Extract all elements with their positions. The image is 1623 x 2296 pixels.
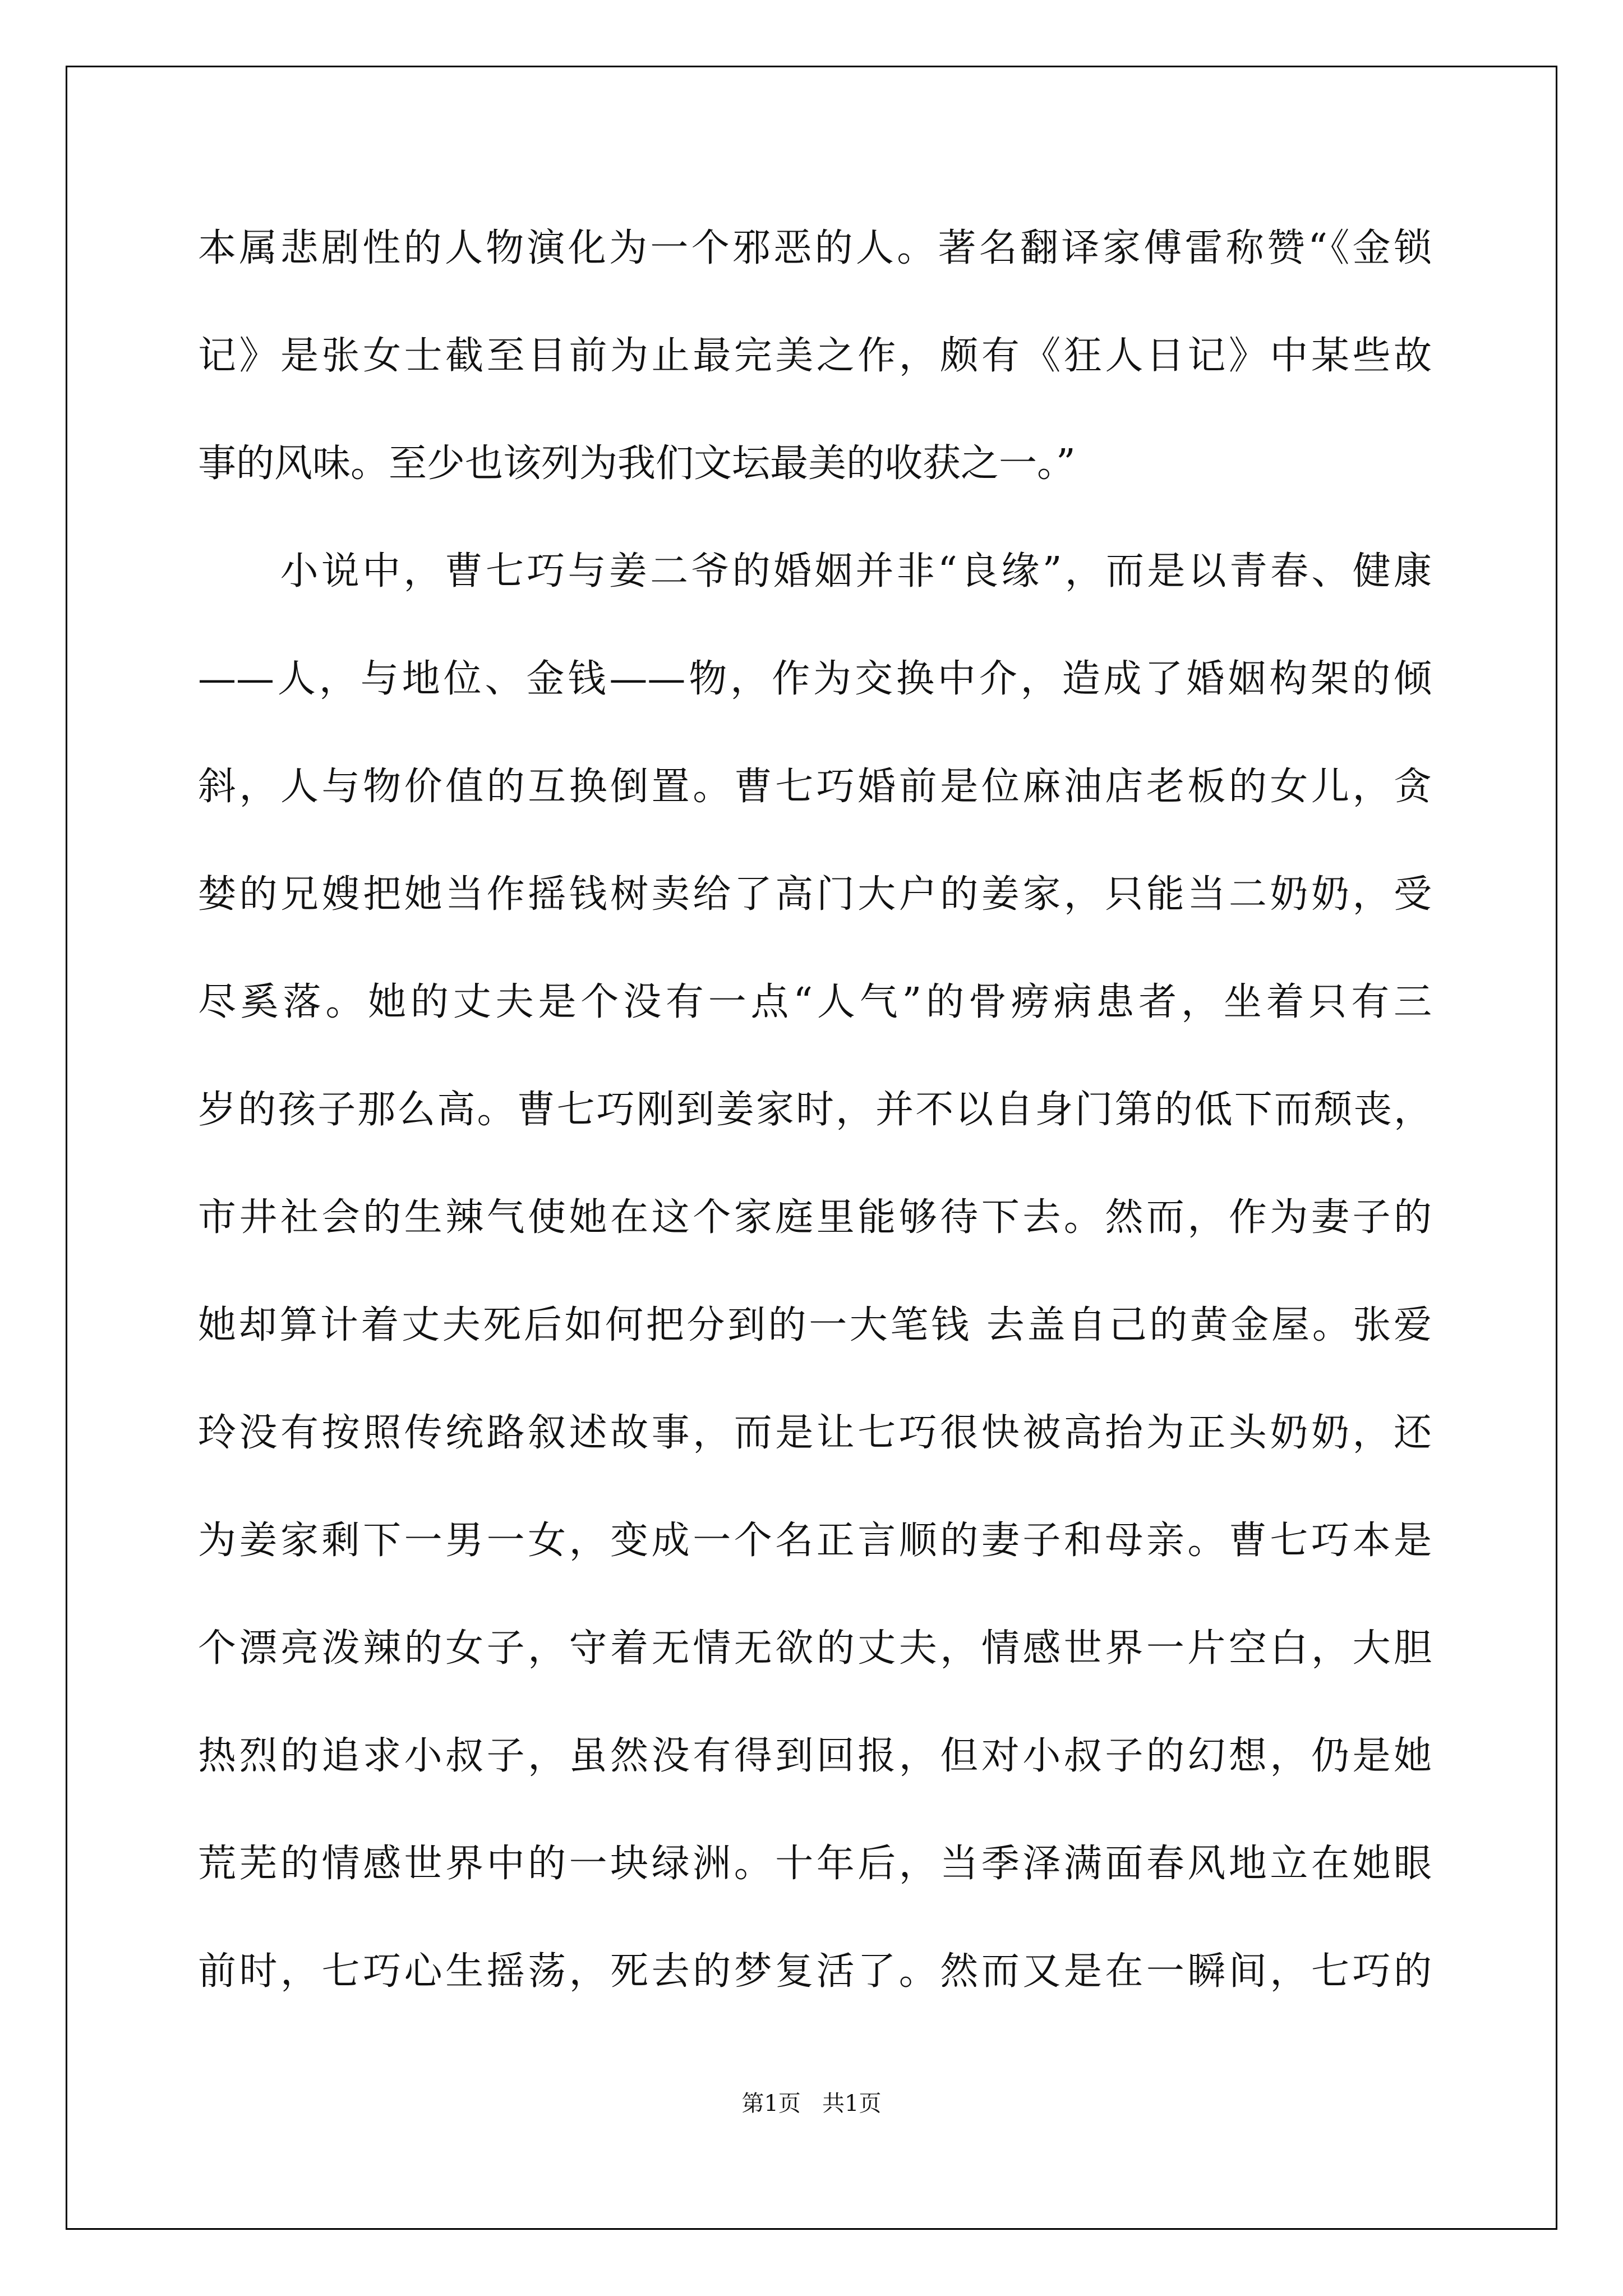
text-line: 事的风味。至少也该列为我们文坛最美的收获之一。” bbox=[198, 441, 1076, 486]
text-line: 小说中，曹七巧与姜二爷的婚姻并非“良缘”，而是以青春、健康 bbox=[198, 549, 1432, 593]
text-line: 玲没有按照传统路叙述故事，而是让七巧很快被高抬为正头奶奶，还 bbox=[198, 1411, 1432, 1455]
text-line: 热烈的追求小叔子，虽然没有得到回报，但对小叔子的幻想，仍是她 bbox=[198, 1734, 1432, 1778]
text-line: 前时，七巧心生摇荡，死去的梦复活了。然而又是在一瞬间，七巧的 bbox=[198, 1949, 1432, 1994]
text-line: ——人，与地位、金钱——物，作为交换中介，造成了婚姻构架的倾 bbox=[198, 657, 1432, 701]
text-line: 岁的孩子那么高。曹七巧刚到姜家时，并不以自身门第的低下而颓丧， bbox=[198, 1088, 1432, 1132]
text-line: 斜，人与物价值的互换倒置。曹七巧婚前是位麻油店老板的女儿，贪 bbox=[198, 765, 1432, 809]
text-line: 本属悲剧性的人物演化为一个邪恶的人。著名翻译家傅雷称赞“《金锁 bbox=[198, 226, 1432, 270]
body-text bbox=[198, 215, 1432, 2046]
text-line: 荒芜的情感世界中的一块绿洲。十年后，当季泽满面春风地立在她眼 bbox=[198, 1842, 1432, 1886]
text-line: 记》是张女士截至目前为止最完美之作，颇有《狂人日记》中某些故 bbox=[198, 334, 1432, 378]
text-line: 她却算计着丈夫死后如何把分到的一大笔钱 去盖自己的黄金屋。张爱 bbox=[198, 1303, 1432, 1347]
text-line: 为姜家剩下一男一女，变成一个名正言顺的妻子和母亲。曹七巧本是 bbox=[198, 1519, 1432, 1563]
page-number-footer: 第1页 共1页 bbox=[741, 2091, 882, 2116]
text-line: 个漂亮泼辣的女子，守着无情无欲的丈夫，情感世界一片空白，大胆 bbox=[198, 1626, 1432, 1671]
text-line: 市井社会的生辣气使她在这个家庭里能够待下去。然而，作为妻子的 bbox=[198, 1195, 1432, 1240]
text-line: 尽奚落。她的丈夫是个没有一点“人气”的骨痨病患者，坐着只有三 bbox=[198, 980, 1432, 1024]
text-line: 婪的兄嫂把她当作摇钱树卖给了高门大户的姜家，只能当二奶奶，受 bbox=[198, 872, 1432, 917]
